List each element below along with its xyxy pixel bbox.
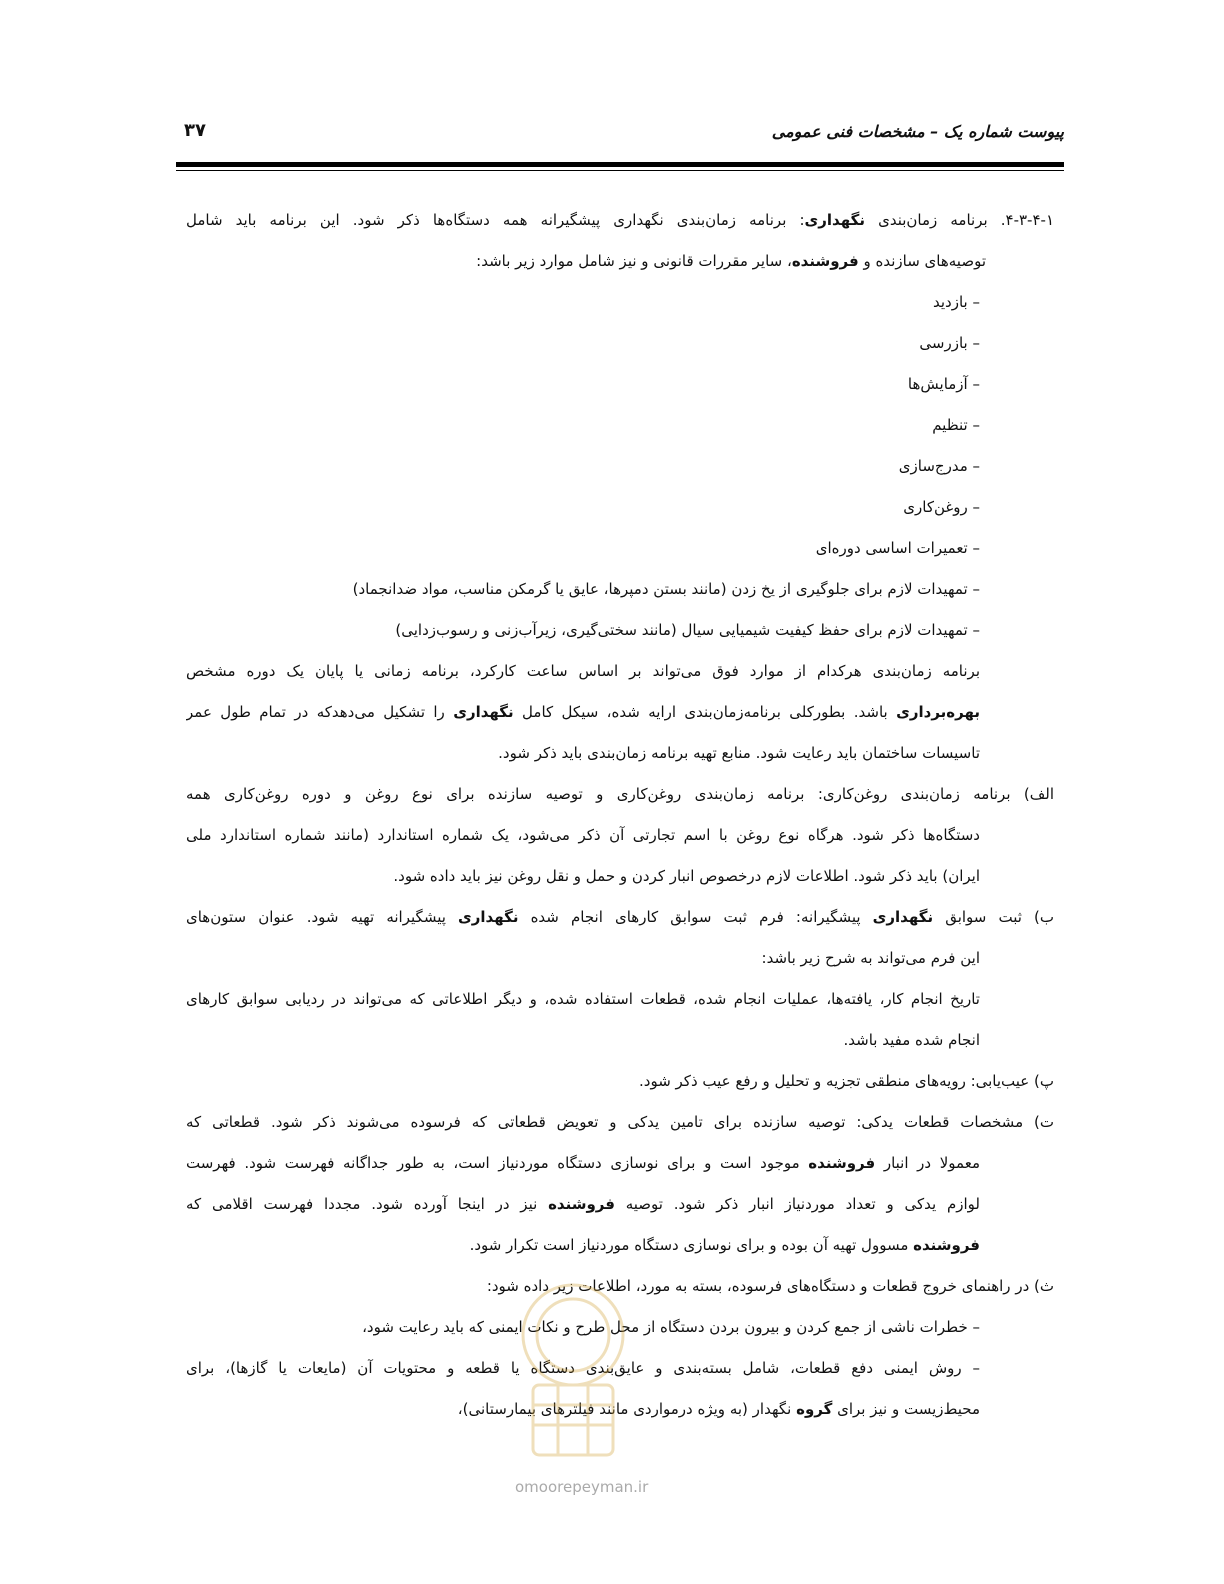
bold-term: نگهداری (458, 908, 519, 926)
bold-term: فروشنده (808, 1154, 876, 1172)
text: : برنامه زمان‌بندی نگهداری پیشگیرانه همه دستگاه‌ها ذکر شود. این برنامه باید شامل (186, 211, 805, 229)
bold-term: گروه (796, 1400, 833, 1418)
bold-term: نگهداری (872, 908, 934, 926)
document-body (186, 200, 1054, 1430)
list-item: – آزمایش‌ها (907, 375, 980, 393)
item-alef-line: دستگاه‌ها ذکر شود. هرگاه نوع روغن با اسم تجارتی آن ذکر می‌شود، یک شماره استاندارد (مانند شماره استاندارد ملی (186, 826, 980, 844)
paragraph-line (186, 692, 1054, 733)
item-be-line: انجام شده مفید باشد. (843, 1031, 980, 1049)
bold-term: نگهداری (453, 703, 514, 721)
bold-term: نگهداری (804, 211, 865, 229)
bold-term: فروشنده (791, 252, 859, 270)
item-be-line: تاریخ انجام کار، یافته‌ها، عملیات انجام شده، قطعات استفاده شده، و دیگر اطلاعاتی که می‌تواند در ردیابی سوابق کارهای (186, 990, 980, 1008)
list-item: – بازرسی (919, 334, 980, 352)
text: نیز در اینجا آورده شود. مجددا فهرست اقلامی که (186, 1195, 549, 1213)
bold-term: فروشنده (548, 1195, 615, 1213)
list-item: – بازدید (933, 293, 980, 311)
header-title: پیوست شماره یک – مشخصات فنی عمومی (771, 122, 1064, 141)
paragraph-line: برنامه زمان‌بندی هرکدام از موارد فوق می‌تواند بر اساس ساعت کارکرد، برنامه زمانی یا پایان یک دوره مشخص (186, 662, 980, 680)
text: ب) ثبت سوابق (933, 908, 1054, 926)
page-header (176, 112, 1064, 152)
text: پیشگیرانه: فرم ثبت سوابق کارهای انجام شده (518, 908, 873, 926)
text: توصیه‌های سازنده و (858, 252, 986, 270)
text: محیط‌زیست و نیز برای (832, 1400, 980, 1418)
section-heading-line (186, 200, 1054, 241)
item-te-line (186, 1143, 1054, 1184)
text: را تشکیل می‌دهدکه در تمام طول عمر (186, 703, 454, 721)
item-se-line: ث) در راهنمای خروج قطعات و دستگاه‌های فرسوده، بسته به مورد، اطلاعات زیر داده شود: (486, 1277, 1054, 1295)
item-pe-line: پ) عیب‌یابی: رویه‌های منطقی تجزیه و تحلیل و رفع عیب ذکر شود. (639, 1072, 1054, 1090)
bold-term: بهره‌برداری (896, 703, 980, 721)
text: ، سایر مقررات قانونی و نیز شامل موارد زیر باشد: (476, 252, 792, 270)
item-te-line (186, 1225, 1054, 1266)
list-item: – تعمیرات اساسی دوره‌ای (815, 539, 980, 557)
item-be-line (186, 897, 1054, 938)
header-rule-thin (176, 170, 1064, 171)
watermark-site: omoorepeyman.ir (515, 1478, 649, 1496)
page-number: ۳۷ (184, 120, 206, 141)
list-item: – مدرج‌سازی (898, 457, 980, 475)
list-item: – روغن‌کاری (903, 498, 980, 516)
item-be-line: این فرم می‌تواند به شرح زیر باشد: (761, 949, 980, 967)
text: پیشگیرانه تهیه شود. عنوان ستون‌های (186, 908, 459, 926)
header-rule-thick (176, 162, 1064, 167)
text: نگهدار (به ویژه درمواردی مانند فیلترهای بیمارستانی)، (457, 1400, 797, 1418)
watermark-logo (498, 1275, 648, 1475)
list-item: – تمهیدات لازم برای حفظ کیفیت شیمیایی سیال (مانند سختی‌گیری، زیرآب‌زنی و رسوب‌زدایی) (395, 621, 980, 639)
item-alef-line: ایران) باید ذکر شود. اطلاعات لازم درخصوص انبار کردن و حمل و نقل روغن نیز باید داده شود. (393, 867, 980, 885)
item-se-line: – روش ایمنی دفع قطعات، شامل بسته‌بندی و عایق‌بندی دستگاه یا قطعه و محتویات آن (مایعات یا گازها)، برای (186, 1359, 980, 1377)
item-alef-line: الف) برنامه زمان‌بندی روغن‌کاری: برنامه زمان‌بندی روغن‌کاری و توصیه سازنده برای نوع روغن و دوره روغن‌کاری همه (186, 785, 1054, 803)
list-item: – تنظیم (932, 416, 980, 434)
bold-term: فروشنده (913, 1236, 980, 1254)
text: موجود است و برای نوسازی دستگاه موردنیاز است، به طور جداگانه فهرست شود. فهرست (186, 1154, 809, 1172)
list-item: – تمهیدات لازم برای جلوگیری از یخ زدن (مانند بستن دمپرها، عایق یا گرمکن مناسب، مواد ضدانجماد) (352, 580, 980, 598)
text: ۴-۳-۴-۱. برنامه زمان‌بندی (864, 211, 1054, 229)
text: باشد. بطورکلی برنامه‌زمان‌بندی ارایه شده، سیکل کامل (513, 703, 897, 721)
paragraph-line: تاسیسات ساختمان باید رعایت شود. منابع تهیه برنامه زمان‌بندی باید ذکر شود. (498, 744, 980, 762)
text: لوازم یدکی و تعداد موردنیاز انبار ذکر شود. توصیه (614, 1195, 980, 1213)
item-se-line: – خطرات ناشی از جمع کردن و بیرون بردن دستگاه از محل طرح و نکات ایمنی که باید رعایت شود، (362, 1318, 980, 1336)
item-te-line (186, 1184, 1054, 1225)
item-te-line: ت) مشخصات قطعات یدکی: توصیه سازنده برای تامین یدکی و تعویض قطعاتی که فرسوده می‌شوند ذکر شود. قطعاتی که (186, 1113, 1054, 1131)
section-line (186, 241, 1054, 282)
text: مسوول تهیه آن بوده و برای نوسازی دستگاه موردنیاز است تکرار شود. (469, 1236, 914, 1254)
text: معمولا در انبار (875, 1154, 980, 1172)
